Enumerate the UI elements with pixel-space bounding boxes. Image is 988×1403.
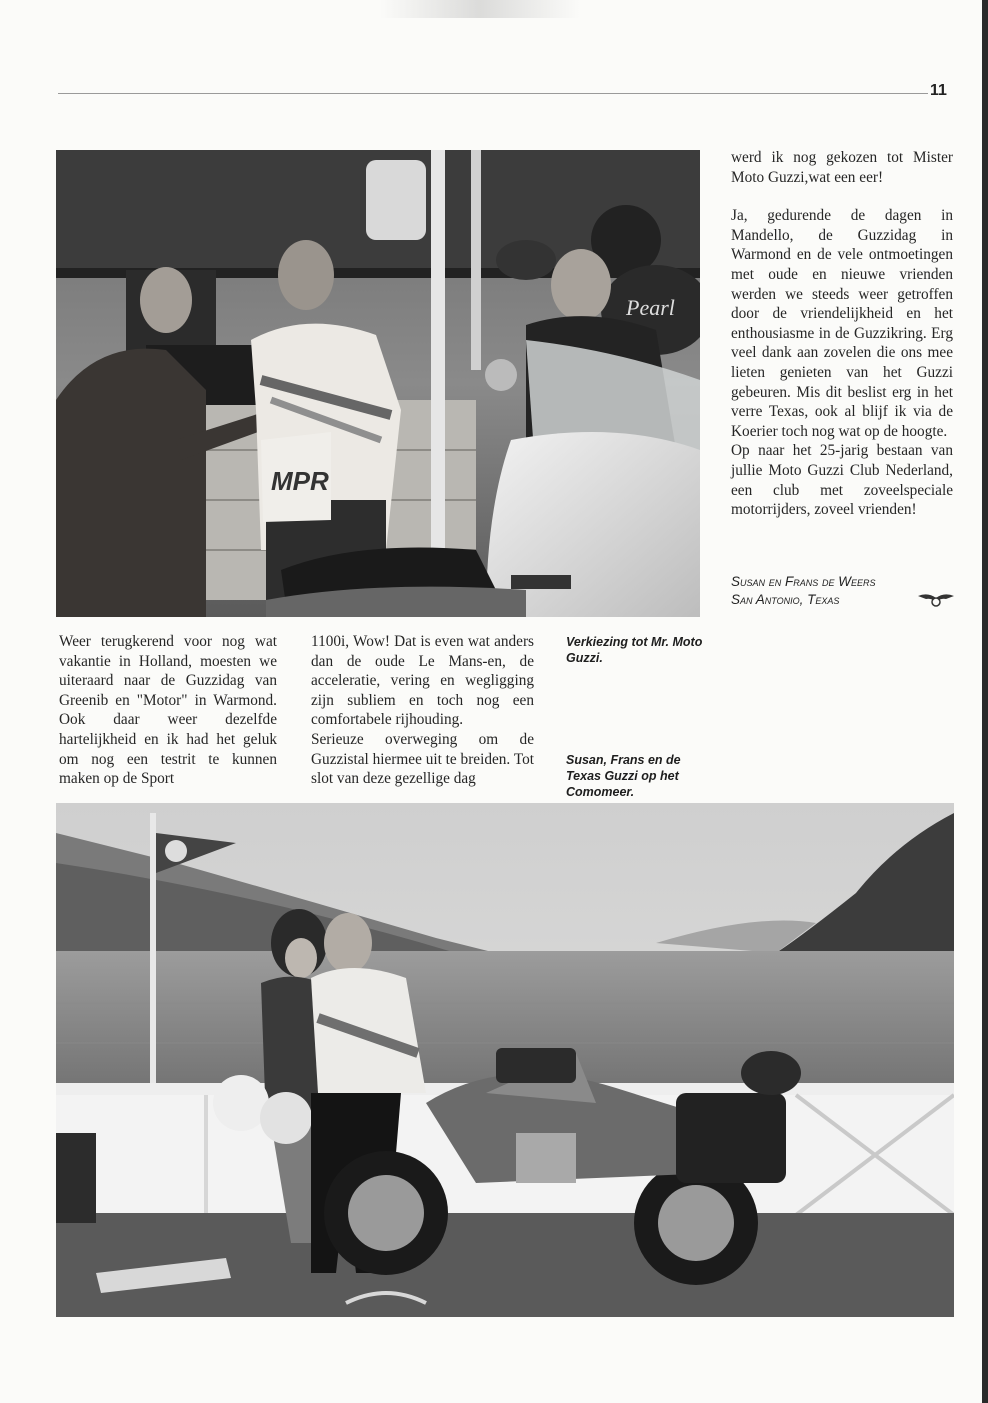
drum-brand: Pearl xyxy=(626,295,675,320)
photo-lake-como-ferry xyxy=(56,803,954,1317)
caption-photo-lake: Susan, Frans en de Texas Guzzi op het Comomeer. xyxy=(566,753,681,799)
scan-smudge xyxy=(380,0,580,18)
signature-location: San Antonio, Texas xyxy=(731,592,840,607)
right-column-para-2: Ja, gedurende de dagen in Mandello, de Guzzidag in Warmond en de vele ontmoetingen met oude en nieuwe vrienden werden we steeds weer getroffen door de vriendelijkheid en het enthousiasme in de Guzzikring. Erg veel dank aan zovelen die ons mee lieten genieten van het Guzzi gebeuren. Mis dit beslist erg in het verre Texas, ook al blijf ik via de Koerier toch nog wat op de hoogte. xyxy=(731,207,953,440)
left-column-text: Weer terugkerend voor nog wat vakantie in Holland, moesten we uiteraard naar de Guzzidag van Greenib en "Motor" in Warmond. Ook daar weer dezelfde hartelijkheid en ik had het geluk om nog een testrit te kunnen maken op de Sport xyxy=(59,633,277,788)
signature-names: Susan en Frans de Weers xyxy=(731,574,876,589)
right-column-para-1: werd ik nog gekozen tot Mister Moto Guzzi,wat een eer! xyxy=(731,149,953,186)
middle-column-para-1: 1100i, Wow! Dat is even wat anders dan de oude Le Mans-en, de acceleratie, vering en wegligging zijn subliem en toch nog een comfortabele rijhouding. xyxy=(311,633,534,729)
right-column-para-3: Op naar het 25-jarig bestaan van jullie Moto Guzzi Club Nederland, een club met zoveelspeciale motorrijders, zoveel vrienden! xyxy=(731,442,953,519)
bag-print: MPR xyxy=(271,466,329,496)
page-number: 11 xyxy=(930,82,947,99)
author-signature xyxy=(731,573,876,609)
right-column xyxy=(731,148,953,520)
moto-guzzi-eagle-icon xyxy=(918,590,954,610)
left-column xyxy=(59,632,277,789)
header-rule xyxy=(58,93,928,94)
photo-award-stage xyxy=(56,150,700,617)
scan-edge xyxy=(982,0,988,1403)
middle-column xyxy=(311,632,534,789)
middle-column-para-2: Serieuze overweging om de Guzzistal hiermee uit te breiden. Tot slot van deze gezellige dag xyxy=(311,730,534,788)
caption-photo-award: Verkiezing tot Mr. Moto Guzzi. xyxy=(566,635,703,665)
